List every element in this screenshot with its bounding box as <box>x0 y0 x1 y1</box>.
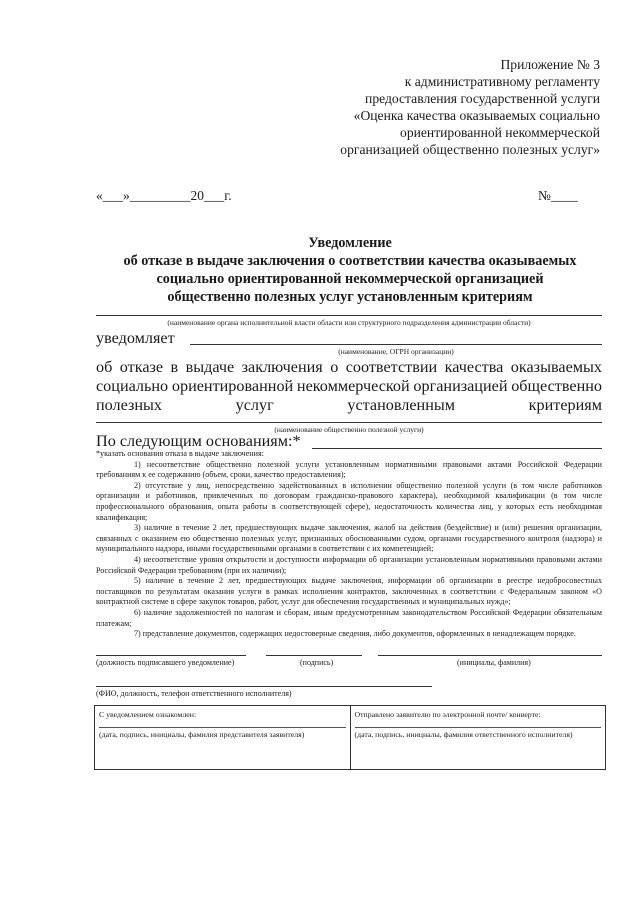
document-number: №____ <box>538 188 578 203</box>
organ-caption: (наименование органа исполнительной власти области или структурного подразделения администрации области) <box>167 318 531 327</box>
appendix-line: организацией общественно полезных услуг» <box>340 142 600 157</box>
acknowledged-title: С уведомлением ознакомлен: <box>99 710 197 719</box>
ngo-field-line <box>190 344 602 345</box>
service-caption: (наименование общественно полезной услуги) <box>274 425 424 434</box>
document-title <box>90 234 610 306</box>
title-line: социально ориентированной некоммерческой организацией <box>156 271 544 287</box>
word: услуг <box>235 396 274 414</box>
word: общественно <box>511 377 602 395</box>
position-caption: (должность подписавшего уведомление) <box>96 658 235 667</box>
notifies-label: уведомляет <box>96 329 175 347</box>
initials-caption: (инициалы, фамилия) <box>457 658 531 667</box>
acknowledged-field-line <box>99 727 346 728</box>
word: ориентированной <box>171 377 294 395</box>
reason-item: 3) наличие в течение 2 лет, предшествующих выдаче заключения, жалоб на действия (бездействие) и (или) решения организации, связанных с оказанием ею общественно полезных услуг, признанных обоснованными судом, органами государственного контроля (надзора) и муниципального надзора, иными государственными органами в соответствии с их компетенцией; <box>96 523 602 554</box>
executor-caption: (ФИО, должность, телефон ответственного исполнителя) <box>96 689 292 698</box>
word: критериям <box>528 396 602 414</box>
statement-line <box>96 396 602 415</box>
initials-field-line <box>378 655 602 656</box>
word: соответствии <box>345 358 438 376</box>
executor-field-line <box>96 686 432 687</box>
word: качества <box>444 358 504 376</box>
appendix-line: ориентированной некоммерческой <box>400 125 600 140</box>
word: заключения <box>241 358 323 376</box>
reason-item: 5) наличие в течение 2 лет, предшествующих выдаче заключения, информации об организации в реестре недобросовестных поставщиков по результатам оказания услуги в рамках исполнения контрактов, заключенных в соответствии с Федеральным законом «О контрактной системе в сфере закупок товаров, работ, услуг для обеспечения государственных и муниципальных нужд»; <box>96 576 602 607</box>
reasons-heading: *указать основания отказа в выдаче заключения: <box>96 449 264 458</box>
word: организацией <box>413 377 508 395</box>
appendix-line: «Оценка качества оказываемых социально <box>353 108 600 123</box>
word: социально <box>96 377 169 395</box>
sent-field-line <box>355 727 602 728</box>
sent-caption: (дата, подпись, инициалы, фамилия ответственного исполнителя) <box>354 730 573 739</box>
title-line: Уведомление <box>308 235 392 251</box>
appendix-header <box>270 56 600 158</box>
appendix-line: к административному регламенту <box>404 74 600 89</box>
word: о <box>330 358 339 376</box>
acknowledged-cell <box>95 706 350 769</box>
title-line: общественно полезных услуг установленным критериям <box>167 289 533 305</box>
signature-caption: (подпись) <box>300 658 334 667</box>
reason-item: 4) несоответствие уровня открытости и доступности информации об организации установленным нормативными правовыми актами Российской Федерации требованиям (при их наличии); <box>96 554 602 575</box>
statement-line <box>96 377 602 396</box>
reason-item: 2) отсутствие у лиц, непосредственно задействованных в исполнении общественно полезной услуги (в том числе работников организации и работников, привлеченных по договорам гражданско-правового характера), необходимой квалификации (в том числе профессионального образования, опыта работы в соответствующей сфере), недостаточность количества лиц, у которых есть необходимая квалификация; <box>96 480 602 522</box>
appendix-line: Приложение № 3 <box>500 57 600 72</box>
organ-field-line <box>96 315 602 316</box>
word: оказываемых <box>510 358 602 376</box>
title-line: об отказе в выдаче заключения о соответствии качества оказываемых <box>123 253 577 269</box>
signature-field-line <box>266 655 362 656</box>
word: в <box>170 358 179 376</box>
acknowledged-caption: (дата, подпись, инициалы, фамилия представителя заявителя) <box>99 730 305 739</box>
reason-item: 7) представление документов, содержащих недостоверные сведения, либо документов, оформленных в ненадлежащем порядке. <box>134 629 576 639</box>
reason-item: 6) наличие задолженностей по налогам и сборам, иным предусмотренным законодательством Российской Федерации обязательным платежам; <box>96 607 602 628</box>
date-line: «___»_________20___г. <box>96 188 232 203</box>
word: полезных <box>96 396 163 414</box>
appendix-line: предоставления государственной услуги <box>365 91 600 106</box>
word: установленным <box>347 396 456 414</box>
grounds-label: По следующим основаниям:* <box>96 432 301 450</box>
word: отказе <box>119 358 164 376</box>
statement-line <box>96 358 602 377</box>
position-field-line <box>96 655 246 656</box>
sent-cell <box>350 706 606 769</box>
ngo-caption: (наименование, ОГРН организации) <box>338 347 454 356</box>
word: некоммерческой <box>296 377 410 395</box>
sent-title: Отправлено заявителю по электронной почте/ конверте: <box>354 710 541 719</box>
refusal-reasons <box>96 449 602 640</box>
reason-item: 1) несоответствие общественно полезной услуги установленным нормативными правовыми актами Российской Федерации требованиям к ее содержанию (объем, сроки, качество предоставления); <box>96 459 602 480</box>
acknowledgement-table <box>94 705 606 770</box>
word: выдаче <box>185 358 235 376</box>
service-field-line <box>96 422 602 423</box>
word: об <box>96 358 113 376</box>
refusal-statement <box>96 358 602 415</box>
